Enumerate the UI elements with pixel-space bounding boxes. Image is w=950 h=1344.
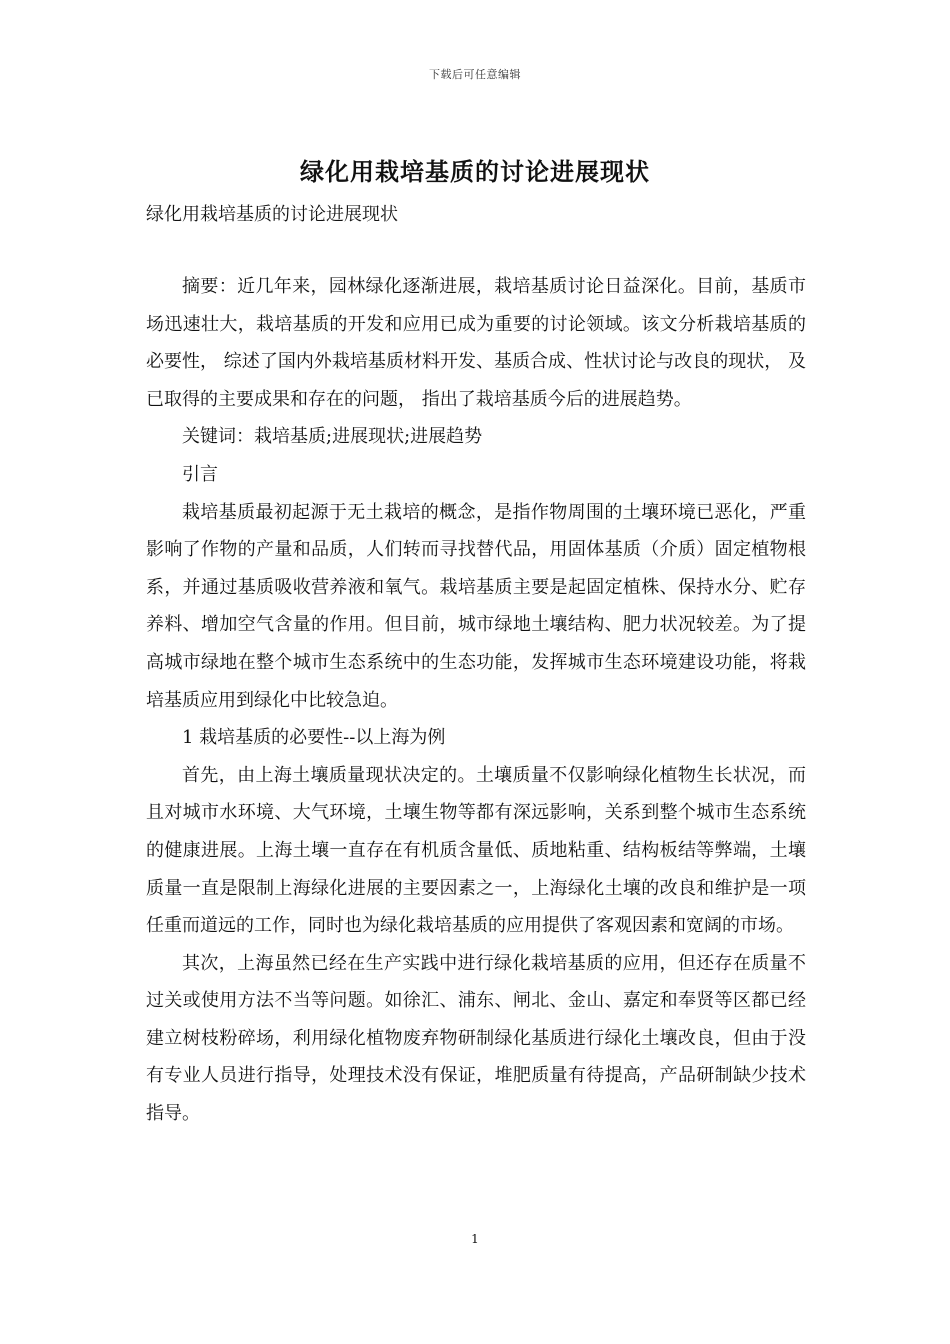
document-subtitle: 绿化用栽培基质的讨论进展现状 — [146, 204, 398, 225]
document-title: 绿化用栽培基质的讨论进展现状 — [300, 157, 650, 186]
introduction-paragraph: 栽培基质最初起源于无土栽培的概念，是指作物周围的土壤环境已恶化，严重影响了作物的产量和品质，人们转而寻找替代品，用固体基质（介质）固定植物根系，并通过基质吸收营养液和氧气。栽培基质主要是起固定植株、保持水分、贮存养料、增加空气含量的作用。但目前，城市绿地土壤结构、肥力状况较差。为了提高城市绿地在整个城市生态系统中的生态功能，发挥城市生态环境建设功能，将栽培基质应用到绿化中比较急迫。 — [146, 501, 806, 711]
document-body — [146, 268, 806, 1133]
section-1-heading: 1 栽培基质的必要性--以上海为例 — [182, 727, 446, 749]
introduction-heading: 引言 — [182, 463, 218, 485]
page-header: 下载后可任意编辑 — [429, 68, 521, 81]
section-1-paragraph-1: 首先，由上海土壤质量现状决定的。土壤质量不仅影响绿化植物生长状况，而且对城市水环境、大气环境，土壤生物等都有深远影响，关系到整个城市生态系统的健康进展。上海土壤一直存在有机质含量低、质地粘重、结构板结等弊端，土壤质量一直是限制上海绿化进展的主要因素之一，上海绿化土壤的改良和维护是一项任重而道远的工作，同时也为绿化栽培基质的应用提供了客观因素和宽阔的市场。 — [146, 764, 806, 937]
section-1-paragraph-2: 其次，上海虽然已经在生产实践中进行绿化栽培基质的应用，但还存在质量不过关或使用方法不当等问题。如徐汇、浦东、闸北、金山、嘉定和奉贤等区都已经建立树枝粉碎场，利用绿化植物废弃物研制绿化基质进行绿化土壤改良，但由于没有专业人员进行指导，处理技术没有保证，堆肥质量有待提高，产品研制缺少技术指导。 — [146, 952, 806, 1125]
page-number: 1 — [471, 1232, 479, 1246]
abstract-paragraph: 摘要：近几年来，园林绿化逐渐进展，栽培基质讨论日益深化。目前，基质市场迅速壮大，栽培基质的开发和应用已成为重要的讨论领域。该文分析栽培基质的必要性， 综述了国内外栽培基质材料开发、基质合成、性状讨论与改良的现状， 及已取得的主要成果和存在的问题， 指出了栽培基质今后的进展趋势。 — [146, 276, 806, 410]
keywords-paragraph: 关键词：栽培基质;进展现状;进展趋势 — [182, 426, 483, 448]
